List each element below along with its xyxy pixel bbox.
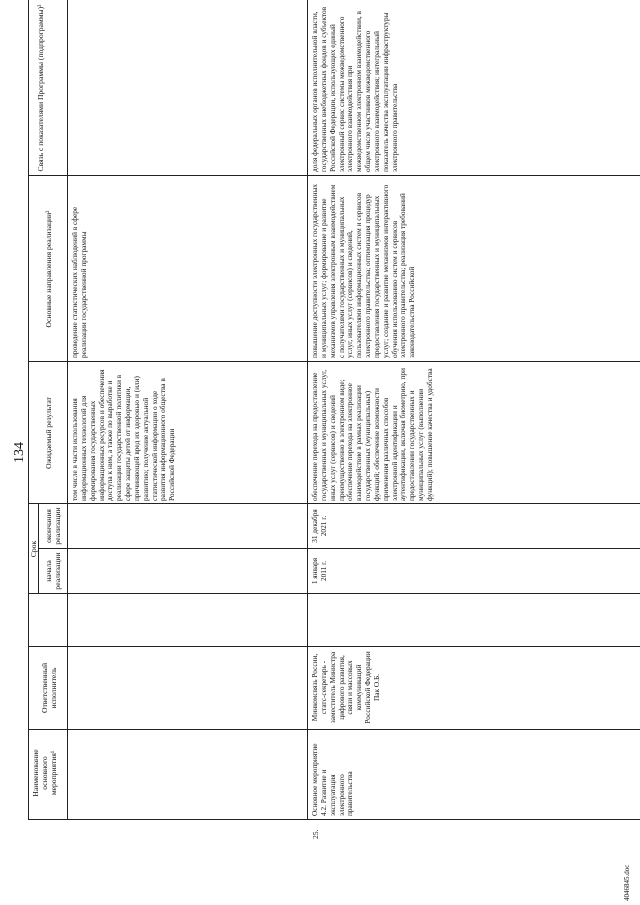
col-line-2	[28, 729, 640, 730]
row-name: Основное мероприятие 4.2. Развитие и эксплуатация электронного правительства	[310, 743, 355, 816]
row-separator-line	[307, 0, 308, 820]
page-number: 134	[12, 442, 27, 463]
row-responsible: Минкомсвязь России, статс-секретарь - заместитель Министра цифрового развития, связи и массовых коммуникаций Российской Федерации Пак О.Б.	[310, 651, 381, 724]
header-responsible: Ответственный исполнитель	[40, 662, 58, 714]
header-name: Наименование основного мероприятия¹	[31, 749, 58, 797]
header-link: Связь с показателями Программы (подпрограммы)³	[36, 4, 45, 172]
header-term-start: начала реализации	[44, 552, 62, 590]
row-term-start: 1 января 2011 г.	[310, 557, 328, 585]
table-border-top	[28, 0, 29, 820]
col-line-4	[28, 593, 640, 594]
col-line-8	[28, 175, 640, 176]
col-line-5	[38, 548, 640, 549]
continuation-expected-result: том числе в части использования информационных технологий для формирования государственных информационных ресурсов и обеспечения доступа к ним, а также по выработке и реализации государственной политики в сфере защиты детей от информации, причиняющей вред их здоровью и (или) развитию; получение актуальной статистической информации о ходе развития информационного общества в Российской Федерации	[70, 369, 177, 501]
header-bottom-line	[67, 0, 68, 820]
continuation-directions: проведение статистических наблюдений в сфере реализации государственной программы	[70, 206, 88, 358]
header-expected-result: Ожидаемый результат	[44, 397, 53, 469]
header-term-end: окончания реализации	[44, 507, 62, 545]
row-directions: повышение доступности электронных государственных и муниципальных услуг; формирование и развитие механизмов управления электронным взаимодействием с получателями государственных и муниципальных услуг, иных услуг (сервисов) и сведений, пользователями информационных систем и сервисов электронного правительства; оптимизация процедур предоставления государственных и муниципальных услуг; создание и развитие механизмов интерактивного обучения использованию систем и сервисов электронного правительства; реализация требований законодательства Российской	[310, 183, 417, 358]
row-number: 25.	[311, 829, 320, 839]
row-link: доля федеральных органов исполнительной власти, государственных внебюджетных фондов и субъектов Российской Федерации, использующих единый электронный сервис системы межведомственного электронного взаимодействия при межведомственном электронном взаимодействии, в общем числе участников межведомственного электронного взаимодействия; интегральный показатель качества эксплуатации инфраструктуры электронного правительства	[310, 6, 399, 172]
header-directions: Основные направления реализации²	[44, 210, 53, 328]
row-term-end: 31 декабря 2021 г.	[310, 509, 328, 543]
term-subheader-line	[38, 504, 39, 594]
header-term: Срок	[29, 540, 38, 558]
col-line-1	[28, 819, 640, 820]
col-line-6	[28, 503, 640, 504]
row-expected-result: обеспечение перехода на предоставление государственных и муниципальных услуг, иных услуг (сервисов) и сведений преимущественно в электронном виде; обеспечение перехода на электронное взаимодействие в рамках реализации государственных (муниципальных) функций; обеспечение возможности применения различных способов электронной идентификации и аутентификации, включая биометрию, при предоставлении государственных и муниципальных услуг (выполнении функций); повышение качества и удобства	[310, 368, 434, 501]
document-id: 4046845.doc	[623, 864, 631, 901]
col-line-7	[28, 361, 640, 362]
col-line-3	[28, 646, 640, 647]
